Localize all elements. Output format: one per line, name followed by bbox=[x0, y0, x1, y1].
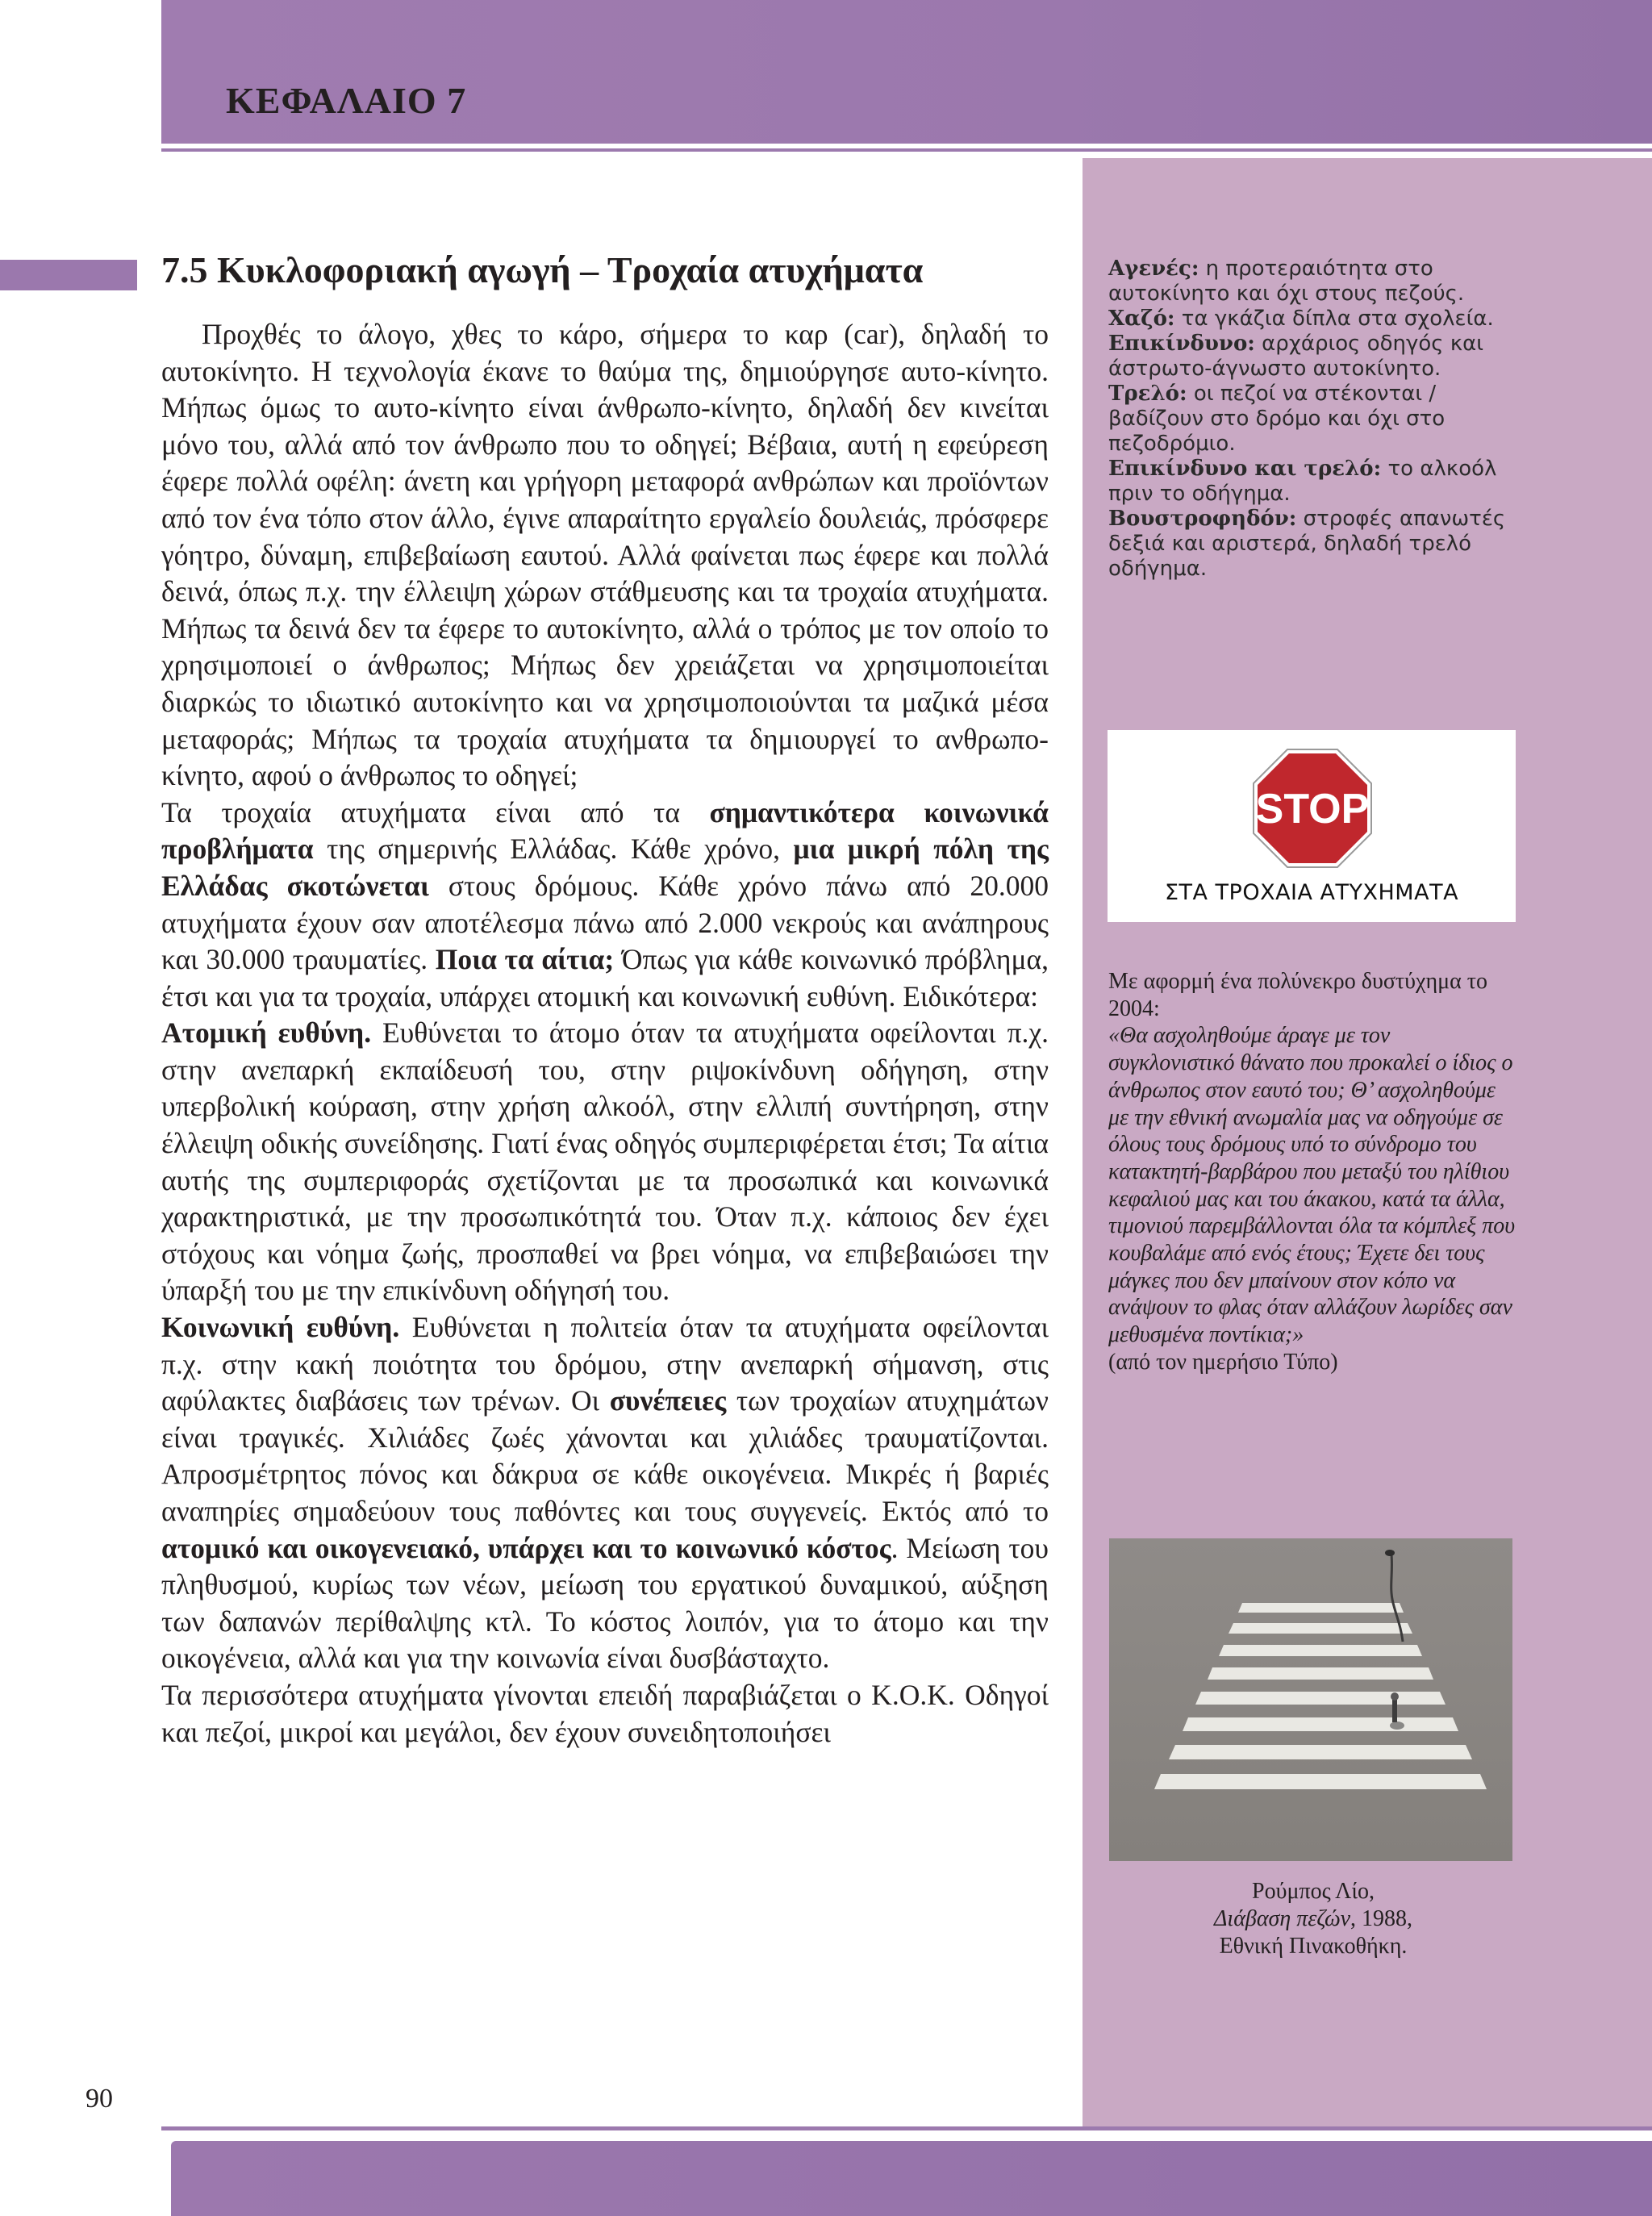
text-run: της σημερινής Ελλάδας. Κάθε χρόνο, bbox=[313, 833, 794, 866]
footer-rule bbox=[161, 2126, 1652, 2130]
bold-phrase: ατομικό και οικογενειακό, υπάρχει και το κοινωνικό κόστος bbox=[161, 1531, 891, 1564]
quote-intro: Με αφορμή ένα πολύνεκρο δυστύχημα το 2004: bbox=[1108, 969, 1488, 1021]
bold-phrase: σημαντικότερα κοινωνικά προβλήματα bbox=[161, 795, 1049, 866]
paragraph-statistics bbox=[161, 795, 1049, 1016]
stop-caption: ΣΤΑ ΤΡΟΧΑΙΑ ΑΤΥΧΗΜΑΤΑ bbox=[1164, 880, 1459, 905]
quote-source: (από τον ημερήσιο Τύπο) bbox=[1108, 1349, 1338, 1375]
chapter-title: ΚΕΦΑΛΑΙΟ 7 bbox=[226, 80, 467, 121]
section-marker-tab bbox=[0, 260, 137, 290]
crosswalk-painting-art bbox=[1109, 1538, 1512, 1861]
painting-caption bbox=[1108, 1878, 1518, 1960]
header-band bbox=[161, 0, 1652, 144]
bold-phrase: Ποια τα αίτια; bbox=[435, 943, 615, 976]
text-run: . Μείωση του πληθυσμού, κυρίως των νέων, μείωση του εργατικού δυναμικού, αύξηση των δαπανών περίθαλψης κτλ. Το κόστος λοιπόν, για το άτομο και την οικογένεια, αλλά και για την κοινωνία είναι δυσβάσταχτο. bbox=[161, 1531, 1049, 1675]
page-number: 90 bbox=[86, 2084, 113, 2114]
text-run: στους δρόμους. Κάθε χρόνο πάνω από 20.000 ατυχήματα έχουν σαν αποτέλεσμα πάνω από 2.000 νεκρούς και ανάπηρους και 30.000 τραυματίες. bbox=[161, 869, 1049, 976]
stop-sign-icon bbox=[1252, 748, 1373, 869]
glossary-term: Χαζό: bbox=[1108, 307, 1175, 331]
painting-year: , 1988, bbox=[1350, 1906, 1412, 1931]
glossary-item bbox=[1108, 332, 1512, 382]
glossary-definition: τα γκάζια δίπλα στα σχολεία. bbox=[1174, 307, 1494, 331]
main-body-text bbox=[161, 316, 1049, 1751]
section-title: 7.5 Κυκλοφοριακή αγωγή – Τροχαία ατυχήματα bbox=[161, 249, 924, 290]
glossary-item bbox=[1108, 382, 1512, 457]
glossary-list bbox=[1108, 257, 1512, 582]
paragraph-intro: Προχθές το άλογο, χθες το κάρο, σήμερα το καρ (car), δηλαδή το αυτοκίνητο. Η τεχνολογία έκανε το θαύμα της, δημιούργησε αυτο-κίνητο. Μήπως όμως το αυτο-κίνητο είναι άνθρωπο-κίνητο, δηλαδή δεν κινείται μόνο του, αλλά από τον άνθρωπο που το οδηγεί; Βέβαια, αυτή η εφεύρεση έφερε πολλά οφέλη: άνετη και γρήγορη μεταφορά ανθρώπων και προϊόντων από τον ένα τόπο στον άλλο, έγινε απαραίτητο εργαλείο δουλειάς, πρόσφερε γόητρο, δύναμη, επιβεβαίωση εαυτού. Αλλά φαίνεται πως έφερε και πολλά δεινά, όπως π.χ. την έλλειψη χώρων στάθμευσης και τα τροχαία ατυχήματα. Μήπως τα δεινά δεν τα έφερε το αυτοκίνητο, αλλά ο τρόπος με τον οποίο το χρησιμοποιεί ο άνθρωπος; Μήπως δεν χρειάζεται να χρησιμοποιείται διαρκώς το ιδιωτικό αυτοκίνητο και να χρησιμοποιούνται τα μαζικά μέσα μεταφοράς; Μήπως τα τροχαία ατυχήματα τα δημιουργεί το ανθρωπο-κίνητο, αφού ο άνθρωπος το οδηγεί; bbox=[161, 318, 1049, 792]
text-run: Ευθύνεται η πολιτεία όταν τα ατυχήματα οφείλονται π.χ. στην κακή ποιότητα του δρόμου, στην ανεπαρκή σήμανση, στις αφύλακτες διαβάσεις των τρένων. Οι bbox=[161, 1311, 1049, 1417]
glossary-item bbox=[1108, 307, 1512, 332]
glossary-item bbox=[1108, 457, 1512, 507]
painting-title: Διάβαση πεζών bbox=[1213, 1906, 1350, 1931]
glossary-term: Αγενές: bbox=[1108, 257, 1199, 281]
paragraph-individual-responsibility bbox=[161, 1015, 1049, 1309]
glossary-term: Επικίνδυνο: bbox=[1108, 332, 1255, 356]
text-run: Ευθύνεται το άτομο όταν τα ατυχήματα οφείλονται π.χ. στην ανεπαρκή εκπαίδευσή του, στην ριψοκίνδυνη οδήγηση, στην υπερβολική κούραση, στην χρήση αλκοόλ, στην ελλιπή συντήρηση, στην έλλειψη οδικής συνείδησης. Γιατί ένας οδηγός συμπεριφέρεται έτσι; Τα αίτια αυτής της συμπεριφοράς σχετίζονται με τα προσωπικά και κοινωνικά χαρακτηριστικά, με την προσωπικότητά του. Όταν π.χ. κάποιος δεν έχει στόχους και νόημα ζωής, προσπαθεί να βρει νόημα, να επιβεβαιώσει την ύπαρξή του με την επικίνδυνη οδήγησή του. bbox=[161, 1016, 1049, 1307]
painting-museum: Εθνική Πινακοθήκη. bbox=[1219, 1934, 1408, 1959]
text-run: Τα τροχαία ατυχήματα είναι από τα bbox=[161, 795, 710, 828]
bold-heading: Κοινωνική ευθύνη. bbox=[161, 1311, 400, 1344]
glossary-term: Επικίνδυνο και τρελό: bbox=[1108, 457, 1382, 481]
crosswalk-painting-image bbox=[1109, 1538, 1512, 1861]
bold-heading: Ατομική ευθύνη. bbox=[161, 1016, 372, 1050]
glossary-definition: η προτεραιότητα στο αυτοκίνητο και όχι στους πεζούς. bbox=[1108, 257, 1465, 306]
painting-artist: Ρούμπος Λίο, bbox=[1252, 1879, 1375, 1904]
glossary-item bbox=[1108, 507, 1512, 582]
footer-band bbox=[171, 2141, 1652, 2216]
quote-block bbox=[1108, 968, 1518, 1376]
paragraph-kok: Τα περισσότερα ατυχήματα γίνονται επειδή παραβιάζεται ο Κ.Ο.Κ. Οδηγοί και πεζοί, μικροί και μεγάλοι, δεν έχουν συνειδητοποιήσει bbox=[161, 1678, 1049, 1748]
stop-sign-text: STOP bbox=[1255, 786, 1370, 833]
glossary-term: Τρελό: bbox=[1108, 382, 1187, 406]
glossary-definition: το αλκοόλ πριν το οδήγημα. bbox=[1108, 457, 1497, 506]
text-run: Όπως για κάθε κοινωνικό πρόβλημα, έτσι και για τα τροχαία, υπάρχει ατομική και κοινωνική ευθύνη. Ειδικότερα: bbox=[161, 943, 1049, 1012]
glossary-item bbox=[1108, 257, 1512, 307]
glossary-term: Βουστροφηδόν: bbox=[1108, 507, 1297, 531]
bold-phrase: συνέπειες bbox=[609, 1384, 727, 1417]
painting-title-line bbox=[1108, 1905, 1518, 1933]
bold-phrase: μια μικρή πόλη της Ελλάδας σκοτώνεται bbox=[161, 833, 1049, 902]
glossary-definition: στροφές απανωτές δεξιά και αριστερά, δηλαδή τρελό οδήγημα. bbox=[1108, 507, 1506, 581]
text-run: των τροχαίων ατυχημάτων είναι τραγικές. Χιλιάδες ζωές χάνονται και χιλιάδες τραυματίζονται. Απροσμέτρητος πόνος και δάκρυα σε κάθε οικογένεια. Μικρές ή βαριές αναπηρίες σημαδεύουν τους παθόντες και τους συγγενείς. Εκτός από το bbox=[161, 1384, 1049, 1527]
glossary-definition: οι πεζοί να στέκονται / βαδίζουν στο δρόμο και όχι στο πεζοδρόμιο. bbox=[1108, 382, 1446, 456]
glossary-definition: αρχάριος οδηγός και άστρωτο-άγνωστο αυτοκίνητο. bbox=[1108, 332, 1484, 381]
stop-sign-panel bbox=[1108, 730, 1516, 922]
paragraph-social-responsibility bbox=[161, 1309, 1049, 1677]
quote-text: «Θα ασχοληθούμε άραγε με τον συγκλονιστικό θάνατο που προκαλεί ο ίδιος ο άνθρωπος στον εαυτό του; Θ’ ασχοληθούμε με την εθνική ανωμαλία μας να οδηγούμε σε όλους τους δρόμους υπό το σύνδρομο του κατακτητή-βαρβάρου που μεταξύ του ηλίθιου κεφαλιού μας και του άκακου, κατά τα άλλα, τιμονιού παρεμβάλλονται όλα τα κόμπλεξ που κουβαλάμε από ενός έτους; Έχετε δει τους μάγκες που δεν μπαίνουν στον κόπο να ανάψουν το φλας όταν αλλάζουν λωρίδες σαν μεθυσμένα ποντίκια;» bbox=[1108, 1023, 1516, 1348]
